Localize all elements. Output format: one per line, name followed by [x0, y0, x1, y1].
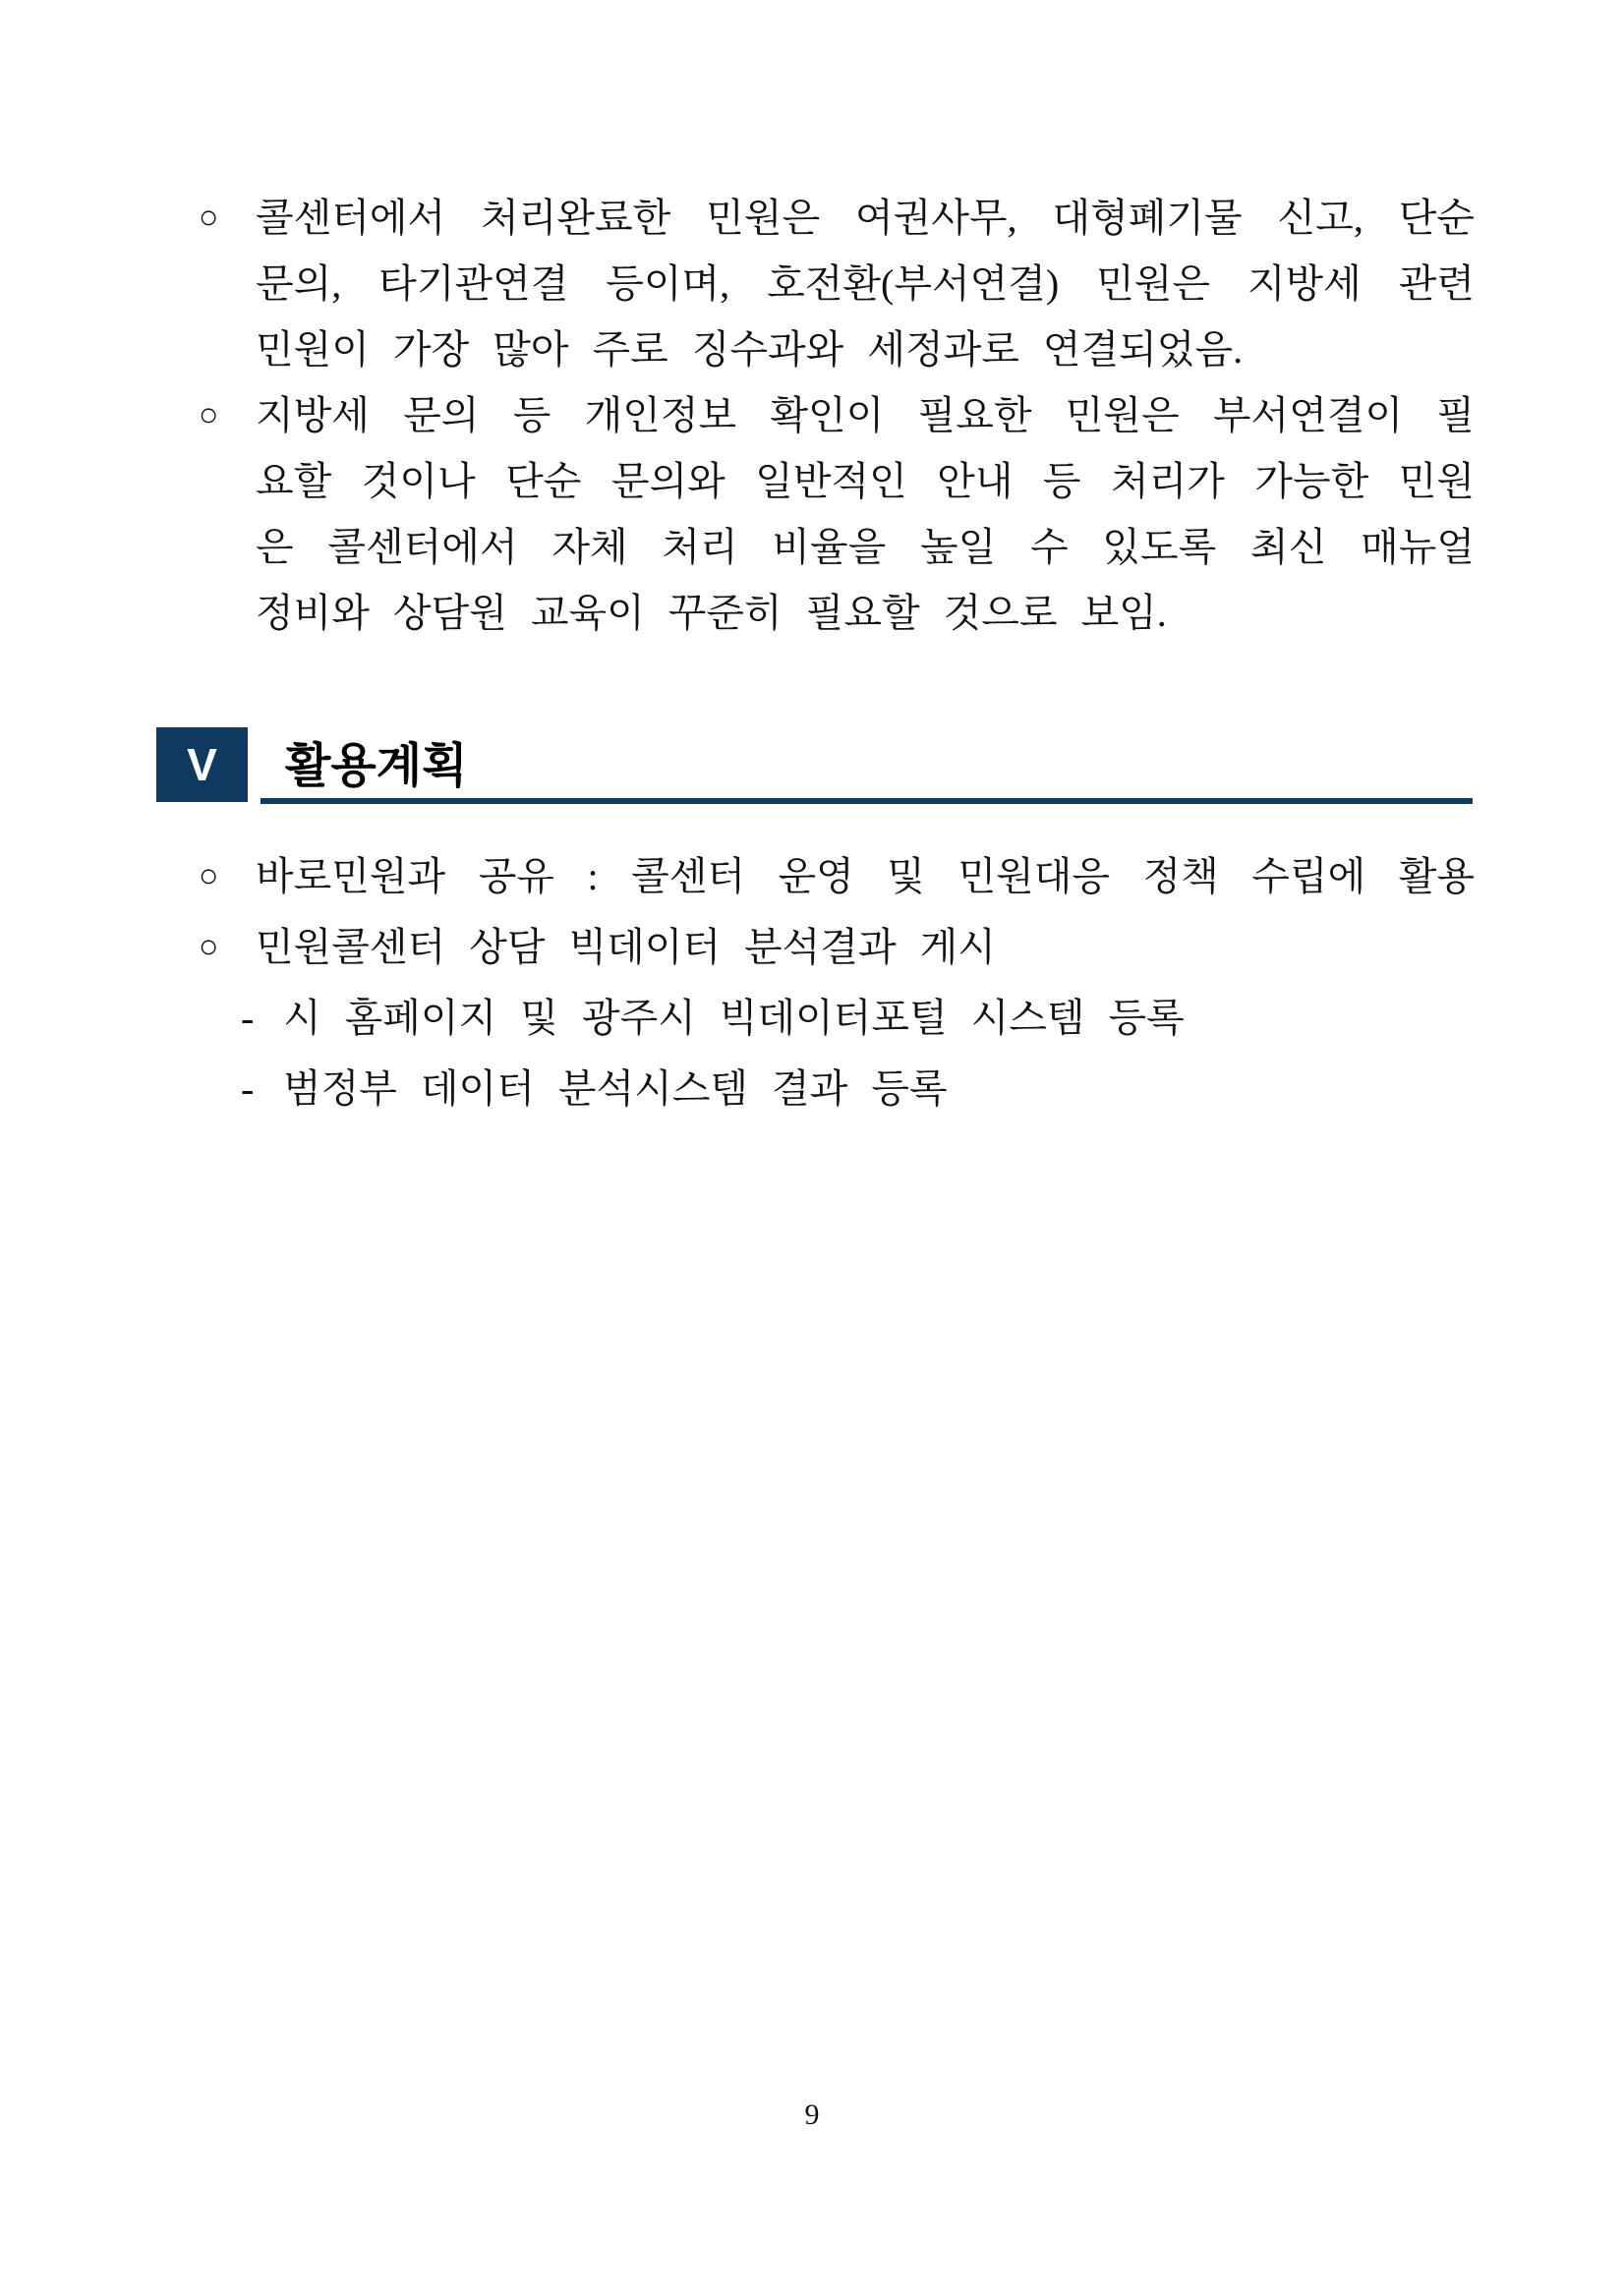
bullet-item-continuation: [256, 448, 1475, 514]
body-text-line: 지방세 문의 등 개인정보 확인이 필요한 민원은 부서연결이 필: [256, 393, 1475, 437]
bullet-item: [199, 382, 1475, 448]
section-title: 활용계획: [285, 740, 468, 792]
bullet-item-continuation: [256, 251, 1475, 316]
section-divider: [261, 798, 1473, 804]
body-text-line: 문의, 타기관연결 등이며, 호전환(부서연결) 민원은 지방세 관련: [256, 261, 1475, 306]
dash-bullet-icon: -: [241, 1066, 255, 1111]
circle-bullet-icon: ○: [199, 858, 219, 894]
plan-list: [199, 841, 1475, 1124]
body-text-line: 요할 것이나 단순 문의와 일반적인 안내 등 처리가 가능한 민원: [256, 459, 1475, 503]
section-number-badge: [156, 727, 248, 802]
bullet-item-continuation: [256, 316, 1475, 382]
circle-bullet-icon: ○: [199, 397, 219, 433]
plan-subitem: [241, 983, 1475, 1054]
body-text-line: 바로민원과 공유 : 콜센터 운영 및 민원대응 정책 수립에 활용: [256, 854, 1475, 898]
body-text-line: 민원콜센터 상담 빅데이터 분석결과 게시: [256, 925, 996, 969]
findings-list: [199, 185, 1475, 646]
body-text-line: 시 홈페이지 및 광주시 빅데이터포털 시스템 등록: [283, 996, 1185, 1040]
plan-subitem: [241, 1054, 1475, 1124]
section-numeral: V: [187, 739, 217, 790]
circle-bullet-icon: ○: [199, 929, 219, 965]
body-text-line: 민원이 가장 많아 주로 징수과와 세정과로 연결되었음.: [256, 327, 1244, 372]
body-text-line: 은 콜센터에서 자체 처리 비율을 높일 수 있도록 최신 매뉴얼: [256, 525, 1475, 569]
bullet-item: [199, 185, 1475, 251]
body-text-line: 콜센터에서 처리완료한 민원은 여권사무, 대형폐기물 신고, 단순: [256, 196, 1475, 240]
circle-bullet-icon: ○: [199, 200, 219, 236]
plan-item: [199, 841, 1475, 912]
dash-bullet-icon: -: [241, 996, 255, 1040]
body-text-line: 정비와 상담원 교육이 꾸준히 필요할 것으로 보임.: [256, 591, 1167, 635]
bullet-item-continuation: [256, 580, 1475, 646]
plan-item: [199, 912, 1475, 983]
page-number: 9: [804, 2098, 820, 2131]
bullet-item-continuation: [256, 514, 1475, 580]
body-text-line: 범정부 데이터 분석시스템 결과 등록: [283, 1066, 948, 1111]
